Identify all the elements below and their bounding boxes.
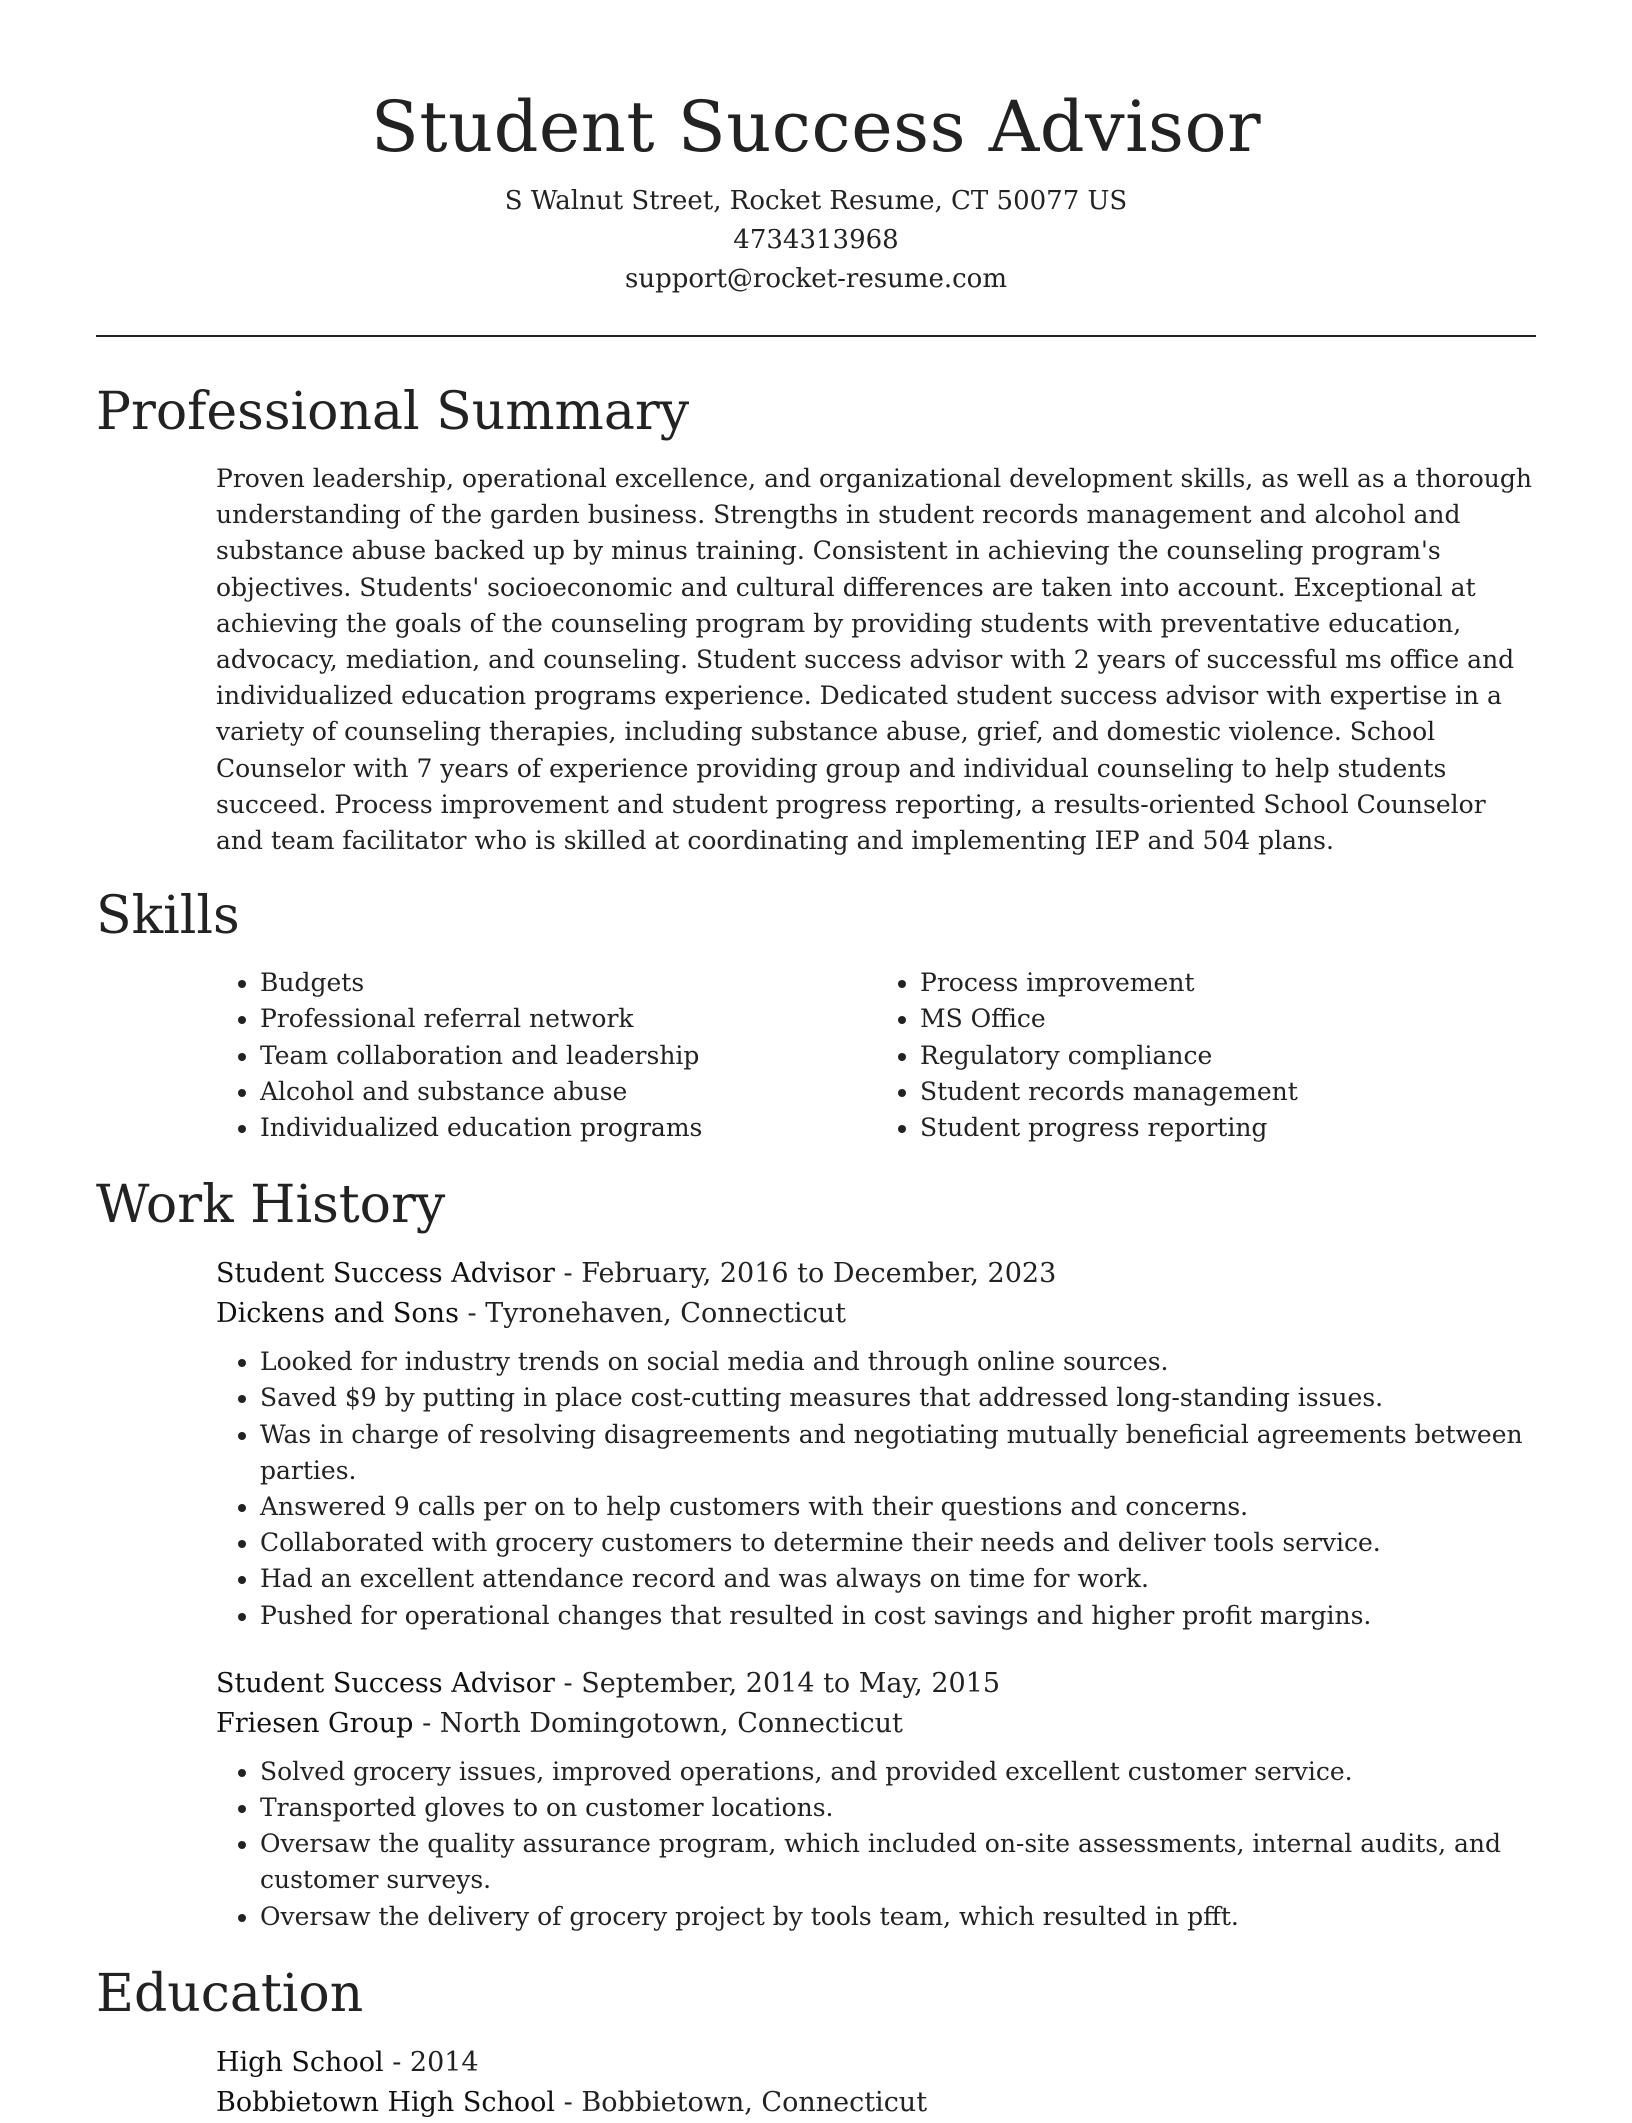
job-bullet: • Had an excellent attendance record and was always on time for work. — [260, 1561, 1536, 1597]
job-company-line — [216, 1704, 1536, 1744]
skill-item: • Process improvement — [920, 965, 1536, 1001]
education-school: Bobbietown High School — [216, 2086, 556, 2118]
job-bullets — [216, 1344, 1536, 1634]
job-entry — [216, 1664, 1536, 1935]
job-bullets — [216, 1754, 1536, 1935]
skill-item: • Team collaboration and leadership — [260, 1038, 876, 1074]
skills-column-left — [216, 965, 876, 1146]
job-bullet: • Collaborated with grocery customers to determine their needs and deliver tools service. — [260, 1525, 1536, 1561]
summary-text: Proven leadership, operational excellence, and organizational development skills, as well as a thorough understanding of the garden business. Strengths in student records management and alcohol and substance abuse backed up by minus training. Consistent in achieving the counseling program's objectives. Students' socioeconomic and cultural differences are taken into account. Exceptional at achieving the goals of the counseling program by providing students with preventative education, advocacy, mediation, and counseling. Student success advisor with 2 years of successful ms office and individualized education programs experience. Dedicated student success advisor with expertise in a variety of counseling therapies, including substance abuse, grief, and domestic violence. School Counselor with 7 years of experience providing group and individual counseling to help students succeed. Process improvement and student progress reporting, a results-oriented School Counselor and team facilitator who is skilled at coordinating and implementing IEP and 504 plans. — [216, 464, 1532, 856]
education-section — [96, 1959, 1536, 2123]
summary-section — [96, 377, 1536, 859]
job-bullet: • Oversaw the quality assurance program, which included on-site assessments, internal audits, and customer surveys. — [260, 1826, 1536, 1898]
job-bullet: • Pushed for operational changes that resulted in cost savings and higher profit margins. — [260, 1598, 1536, 1634]
job-bullet: • Was in charge of resolving disagreements and negotiating mutually beneficial agreements between parties. — [260, 1417, 1536, 1489]
education-entry — [216, 2043, 1536, 2123]
work-section — [96, 1170, 1536, 1935]
job-location: - Tyronehaven, Connecticut — [467, 1298, 846, 1330]
job-dates: - February, 2016 to December, 2023 — [563, 1258, 1057, 1290]
skill-item: • Student records management — [920, 1074, 1536, 1110]
address: S Walnut Street, Rocket Resume, CT 50077 US — [504, 186, 1128, 216]
skills-grid — [216, 965, 1536, 1146]
skill-item: • Alcohol and substance abuse — [260, 1074, 876, 1110]
section-title-education: Education — [96, 1963, 364, 2024]
job-company-line — [216, 1294, 1536, 1334]
job-bullet: • Solved grocery issues, improved operations, and provided excellent customer service. — [260, 1754, 1536, 1790]
education-location: - Bobbietown, Connecticut — [563, 2086, 928, 2118]
resume-header — [0, 0, 1632, 299]
job-bullet: • Looked for industry trends on social media and through online sources. — [260, 1344, 1536, 1380]
skill-item: • Student progress reporting — [920, 1110, 1536, 1146]
job-role: Student Success Advisor — [216, 1667, 555, 1699]
job-location: - North Domingotown, Connecticut — [422, 1707, 903, 1739]
job-company: Friesen Group — [216, 1707, 414, 1739]
skill-item: • Budgets — [260, 965, 876, 1001]
job-bullet: • Oversaw the delivery of grocery project by tools team, which resulted in pfft. — [260, 1899, 1536, 1935]
job-role: Student Success Advisor — [216, 1258, 555, 1290]
header-divider — [96, 335, 1536, 337]
job-bullet: • Saved $9 by putting in place cost-cutting measures that addressed long-standing issues. — [260, 1380, 1536, 1416]
skills-section — [96, 881, 1536, 1146]
section-title-work: Work History — [96, 1175, 446, 1236]
education-year: - 2014 — [392, 2046, 479, 2078]
education-degree: High School — [216, 2046, 384, 2078]
education-school-line — [216, 2083, 1536, 2123]
section-title-summary: Professional Summary — [96, 382, 690, 442]
candidate-name: Student Success Advisor — [370, 86, 1262, 168]
job-dates: - September, 2014 to May, 2015 — [563, 1667, 1001, 1699]
skill-item: • Professional referral network — [260, 1001, 876, 1037]
skills-column-right — [876, 965, 1536, 1146]
job-bullet: • Transported gloves to on customer locations. — [260, 1790, 1536, 1826]
education-degree-line — [216, 2043, 1536, 2083]
job-bullet: • Answered 9 calls per on to help customers with their questions and concerns. — [260, 1489, 1536, 1525]
skill-item: • MS Office — [920, 1001, 1536, 1037]
contact-info — [0, 182, 1632, 299]
phone: 4734313968 — [733, 225, 899, 255]
section-title-skills: Skills — [96, 886, 240, 947]
job-title-line — [216, 1664, 1536, 1704]
job-company: Dickens and Sons — [216, 1298, 459, 1330]
job-entry — [216, 1254, 1536, 1634]
skill-item: • Regulatory compliance — [920, 1038, 1536, 1074]
skill-item: • Individualized education programs — [260, 1110, 876, 1146]
email: support@rocket-resume.com — [624, 264, 1007, 294]
job-title-line — [216, 1254, 1536, 1294]
